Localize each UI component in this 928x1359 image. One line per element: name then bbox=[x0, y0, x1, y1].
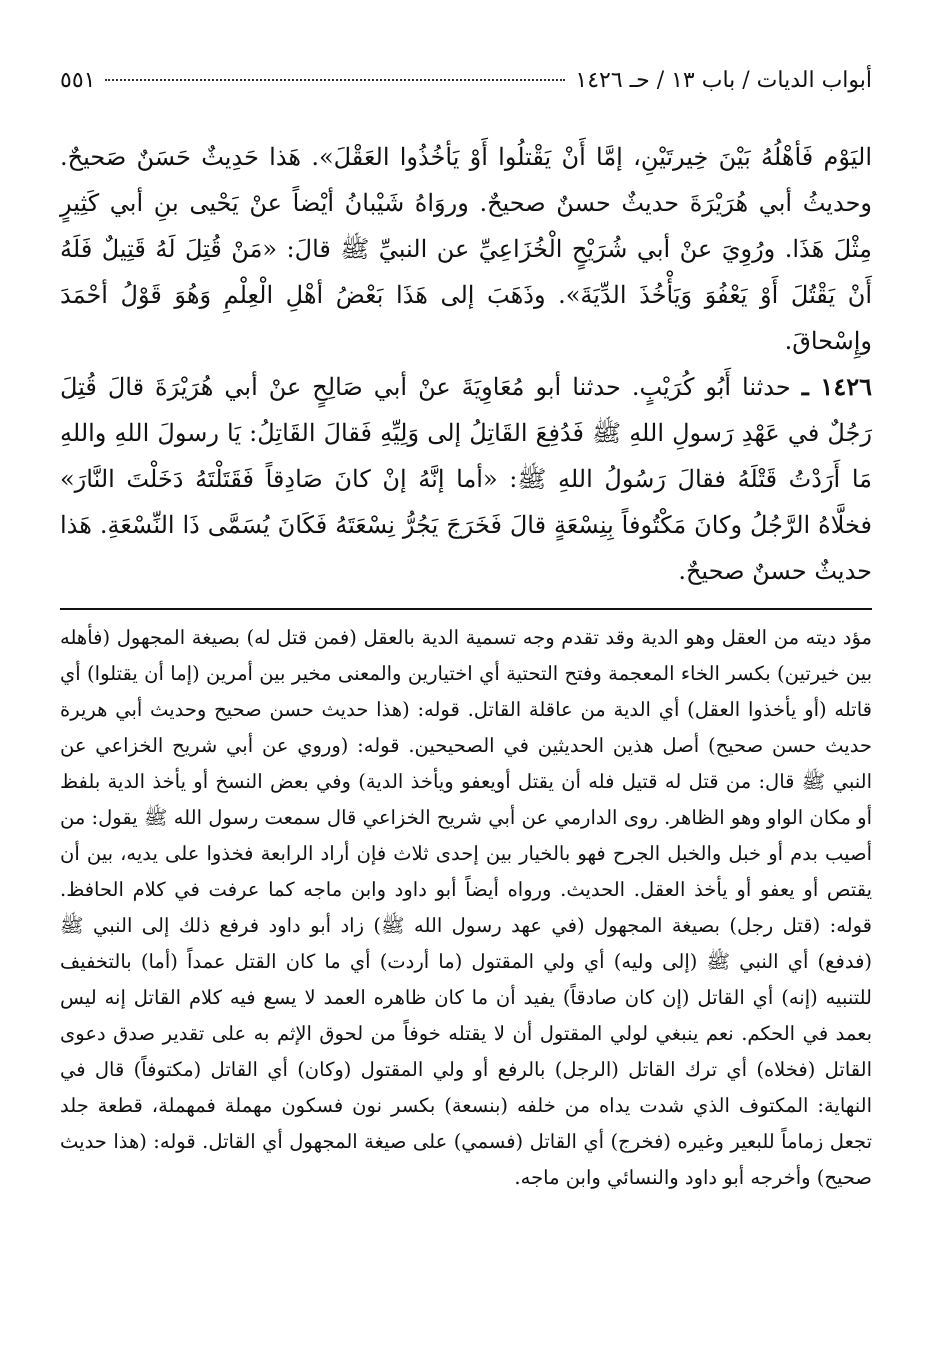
running-header bbox=[60, 68, 872, 110]
footnote-separator bbox=[60, 608, 872, 610]
book-page bbox=[60, 68, 872, 1196]
hadith-main-text bbox=[60, 134, 872, 594]
commentary-section bbox=[60, 620, 872, 1196]
header-dot-leader bbox=[105, 79, 565, 81]
hadith-text: حدثنا أَبُو كُرَيْبٍ. حدثنا أبو مُعَاوِيَةَ عنْ أبي صَالِحٍ عنْ أبي هُرَيْرَةَ قالَ قُتِلَ رَجُلٌ في عَهْدِ رَسولِ اللهِ ﷺ فَدُفِعَ القَاتِلُ إلى وَلِيِّهِ فَقالَ القَاتِلُ: يَا رسولَ اللهِ واللهِ مَا أَرَدْتُ قَتْلَهُ فقالَ رَسُولُ اللهِ ﷺ: «أما إنَّهُ إنْ كانَ صَادِقاً فَقَتَلْتَهُ دَخَلْتَ النَّارَ» فخلَّاهُ الرَّجُلُ وكانَ مَكْتُوفاً بِنِسْعَةٍ قالَ فَخَرَجَ يَجُرُّ نِسْعَتَهُ فَكَانَ يُسَمَّى ذَا النِّسْعَةِ. هَذا حديثٌ حسنٌ صحيحٌ. bbox=[60, 373, 872, 585]
hadith-number: ١٤٢٦ ـ bbox=[801, 372, 872, 401]
page-number: ٥٥١ bbox=[60, 68, 96, 93]
main-paragraph-1: اليَوْم فَأهْلُهُ بَيْنَ خِيرتَيْنِ، إمَّا أَنْ يَقْتلُوا أَوْ يَأخُذُوا العَقْلَ». هَذا حَدِيثٌ حَسَنٌ صَحيحٌ. وحديثُ أبي هُرَيْرَةَ حديثٌ حسنٌ صحيحٌ. وروَاهُ شَيْبانُ أيْضاً عنْ يَحْيى بنِ أبي كَثِيرٍ مِثْلَ هَذَا. ورُوِيَ عنْ أبي شُرَيْحٍ الْخُزَاعِيِّ عن النبيِّ ﷺ قالَ: «مَنْ قُتِلَ لَهُ قَتِيلٌ فَلَهُ أَنْ يَقْتُلَ أَوْ يَعْفُوَ وَيَأْخُذَ الدِّيَةَ». وذَهَبَ إلى هَذَا بَعْضُ أهْلِ الْعِلْمِ وَهُوَ قَوْلُ أحْمَدَ وإِسْحاقَ. bbox=[60, 143, 873, 355]
commentary-text: مؤد ديته من العقل وهو الدية وقد تقدم وجه تسمية الدية بالعقل (فمن قتل له) بصيغة المجهول (فأهله بين خيرتين) بكسر الخاء المعجمة وفتح التحتية أي اختيارين والمعنى مخير بين أمرين (إما أن يقتلوا) أي قاتله (أو يأخذوا العقل) أي الدية من عاقلة القاتل. قوله: (هذا حديث حسن صحيح وحديث أبي هريرة حديث حسن صحيح) أصل هذين الحديثين في الصحيحين. قوله: (وروي عن أبي شريح الخزاعي عن النبي ﷺ قال: من قتل له قتيل فله أن يقتل أويعفو ويأخذ الدية) وفي بعض النسخ أو يأخذ الدية بلفظ أو مكان الواو وهو الظاهر. روى الدارمي عن أبي شريح الخزاعي قال سمعت رسول الله ﷺ يقول: من أصيب بدم أو خبل والخبل الجرح فهو بالخيار بين إحدى ثلاث فإن أراد الرابعة فخذوا على يديه، بين أن يقتص أو يعفو أو يأخذ العقل. الحديث. ورواه أيضاً أبو داود وابن ماجه كما عرفت في كلام الحافظ. قوله: (قتل رجل) بصيغة المجهول (في عهد رسول الله ﷺ) زاد أبو داود فرفع ذلك إلى النبي ﷺ (فدفع) أي النبي ﷺ (إلى وليه) أي ولي المقتول (ما أردت) أي ما كان القتل عمداً (أما) بالتخفيف للتنبيه (إنه) أي القاتل (إن كان صادقاً) يفيد أن ما كان ظاهره العمد لا يسع فيه كلام القاتل إنه ليس بعمد في الحكم. نعم ينبغي لولي المقتول أن لا يقتله خوفاً من لحوق الإثم به على تقدير صدق دعوى القاتل (فخلاه) أي ترك القاتل (الرجل) بالرفع أو ولي المقتول (وكان) أي القاتل (مكتوفاً) قال في النهاية: المكتوف الذي شدت يداه من خلفه (بنسعة) بكسر نون فسكون مهملة فمهملة، قطعة جلد تجعل زماماً للبعير وغيره (فخرج) أي القاتل (فسمي) على صيغة المجهول أي القاتل. قوله: (هذا حديث صحيح) وأخرجه أبو داود والنسائي وابن ماجه. bbox=[60, 626, 872, 1189]
main-paragraph-2 bbox=[60, 364, 872, 594]
running-title: أبواب الديات / باب ١٣ / حـ ١٤٢٦ bbox=[575, 68, 872, 93]
